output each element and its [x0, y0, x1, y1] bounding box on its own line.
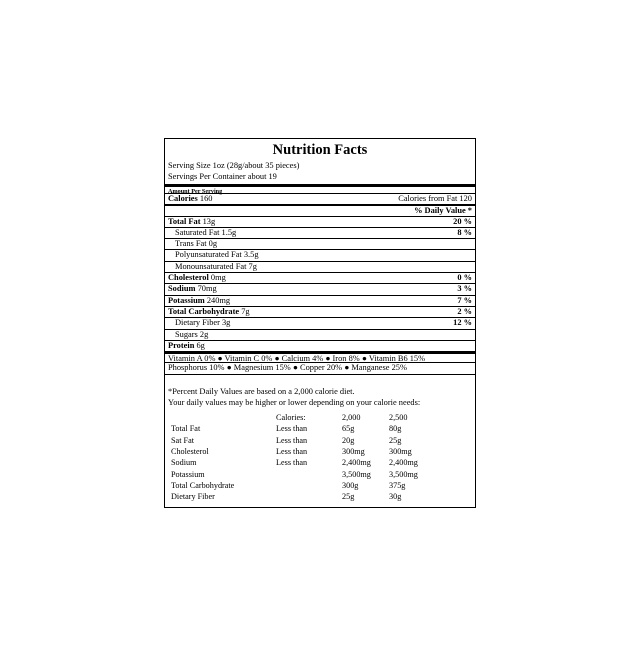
reference-row	[168, 423, 449, 434]
reference-row	[168, 491, 449, 502]
ref-cell: 2,000	[342, 412, 361, 422]
nutrient-amount: 1.5g	[221, 227, 237, 237]
ref-cell: 65g	[342, 424, 355, 434]
nutrient-name: Dietary Fiber	[175, 318, 220, 328]
ref-cell	[276, 480, 342, 491]
ref-cell: 30g	[389, 492, 402, 502]
nutrient-row	[165, 272, 475, 283]
nutrient-amount: 240mg	[206, 295, 231, 305]
nutrient-row	[165, 317, 475, 328]
ref-cell: Less than	[276, 446, 308, 456]
nutrient-dv: 3 %	[457, 284, 472, 294]
ref-cell: Less than	[276, 435, 308, 445]
ref-cell: Potassium	[171, 469, 205, 479]
ref-cell: Dietary Fiber	[171, 492, 215, 502]
nutrient-dv: 7 %	[457, 295, 472, 305]
ref-cell: 25g	[342, 492, 355, 502]
nutrient-dv: 2 %	[457, 306, 472, 316]
nutrient-amount: 7g	[248, 261, 257, 271]
reference-row	[168, 480, 449, 491]
nutrient-name: Saturated Fat	[175, 227, 220, 237]
nutrient-dv: 8 %	[457, 227, 472, 237]
serving-size: Serving Size 1oz (28g/about 35 pieces)	[168, 161, 300, 170]
ref-cell: 80g	[389, 424, 402, 434]
ref-cell: 300mg	[342, 446, 365, 456]
ref-cell	[168, 412, 276, 423]
dv-header: % Daily Value *	[414, 206, 472, 216]
nutrient-dv: 20 %	[453, 216, 472, 226]
nutrient-name: Sodium	[168, 284, 196, 294]
nutrient-name: Polyunsaturated Fat	[175, 250, 242, 260]
nutrient-amount: 7g	[241, 306, 250, 316]
nutrient-name: Protein	[168, 340, 195, 350]
ref-cell: Sat Fat	[171, 435, 194, 445]
reference-row	[168, 469, 449, 480]
label-title: Nutrition Facts	[272, 142, 368, 158]
reference-table	[168, 412, 449, 503]
nutrient-row	[165, 283, 475, 294]
ref-cell: 300g	[342, 481, 359, 491]
ref-cell: 2,500	[389, 412, 408, 422]
nutrient-name: Potassium	[168, 295, 205, 305]
nutrient-row	[165, 227, 475, 238]
footnote-1: *Percent Daily Values are based on a 2,000 calorie diet.	[168, 386, 355, 396]
amount-per-serving: Amount Per Serving	[165, 184, 475, 193]
servings-per-container: Servings Per Container about 19	[168, 172, 277, 181]
nutrient-amount: 13g	[202, 216, 216, 226]
nutrient-name: Total Carbohydrate	[168, 306, 240, 316]
nutrient-row	[165, 261, 475, 272]
ref-cell: 2,400mg	[389, 458, 418, 468]
nutrient-row	[165, 329, 475, 340]
dv-header-row	[165, 204, 475, 215]
ref-cell: 20g	[342, 435, 355, 445]
ref-cell: Total Carbohydrate	[171, 481, 235, 491]
nutrient-row	[165, 216, 475, 227]
nutrient-amount: 0g	[208, 239, 218, 249]
nutrient-row	[165, 295, 475, 306]
reference-row	[168, 457, 449, 468]
ref-cell: 3,500mg	[342, 469, 371, 479]
calories-row	[165, 193, 475, 204]
calories-from-fat: Calories from Fat 120	[398, 194, 472, 203]
nutrient-row	[165, 306, 475, 317]
nutrient-name: Total Fat	[168, 216, 201, 226]
nutrient-amount: 70mg	[197, 284, 217, 294]
reference-row	[168, 446, 449, 457]
nutrient-dv: 0 %	[457, 273, 472, 283]
nutrient-amount: 2g	[199, 329, 209, 339]
nutrient-amount: 6g	[196, 340, 205, 350]
ref-cell: 375g	[389, 481, 406, 491]
ref-cell: Less than	[276, 424, 308, 434]
nutrient-name: Sugars	[175, 329, 198, 339]
nutrient-name: Cholesterol	[168, 273, 209, 283]
calories-label: Calories	[168, 194, 198, 203]
reference-row	[168, 435, 449, 446]
ref-cell: 3,500mg	[389, 469, 418, 479]
footnote	[165, 374, 475, 503]
ref-cell: Less than	[276, 458, 308, 468]
reference-header	[168, 412, 449, 423]
ref-cell: Total Fat	[171, 424, 201, 434]
vitamins-line-1: Vitamin A 0% ● Vitamin C 0% ● Calcium 4% ● Iron 8% ● Vitamin B6 15%	[165, 351, 475, 362]
ref-cell: 300mg	[389, 446, 412, 456]
nutrient-row	[165, 249, 475, 260]
serving-info	[165, 159, 475, 184]
ref-cell	[276, 469, 342, 480]
ref-cell: 25g	[389, 435, 402, 445]
vitamins-line-2: Phosphorus 10% ● Magnesium 15% ● Copper 20% ● Manganese 25%	[165, 362, 475, 373]
nutrient-amount: 0mg	[210, 273, 226, 283]
nutrient-amount: 3g	[221, 318, 231, 328]
nutrient-row	[165, 238, 475, 249]
ref-cell: Calories:	[276, 412, 306, 422]
nutrition-facts-label	[164, 138, 476, 508]
ref-cell: 2,400mg	[342, 458, 371, 468]
nutrient-name: Trans Fat	[175, 239, 207, 249]
calories-value: 160	[199, 194, 213, 203]
ref-cell: Cholesterol	[171, 446, 209, 456]
nutrient-dv: 12 %	[453, 318, 472, 328]
footnote-2: Your daily values may be higher or lower depending on your calorie needs:	[168, 397, 421, 407]
nutrient-row	[165, 340, 475, 351]
ref-cell: Sodium	[171, 458, 197, 468]
nutrient-name: Monounsaturated Fat	[175, 261, 247, 271]
nutrient-amount: 3.5g	[243, 250, 259, 260]
ref-cell	[276, 491, 342, 502]
